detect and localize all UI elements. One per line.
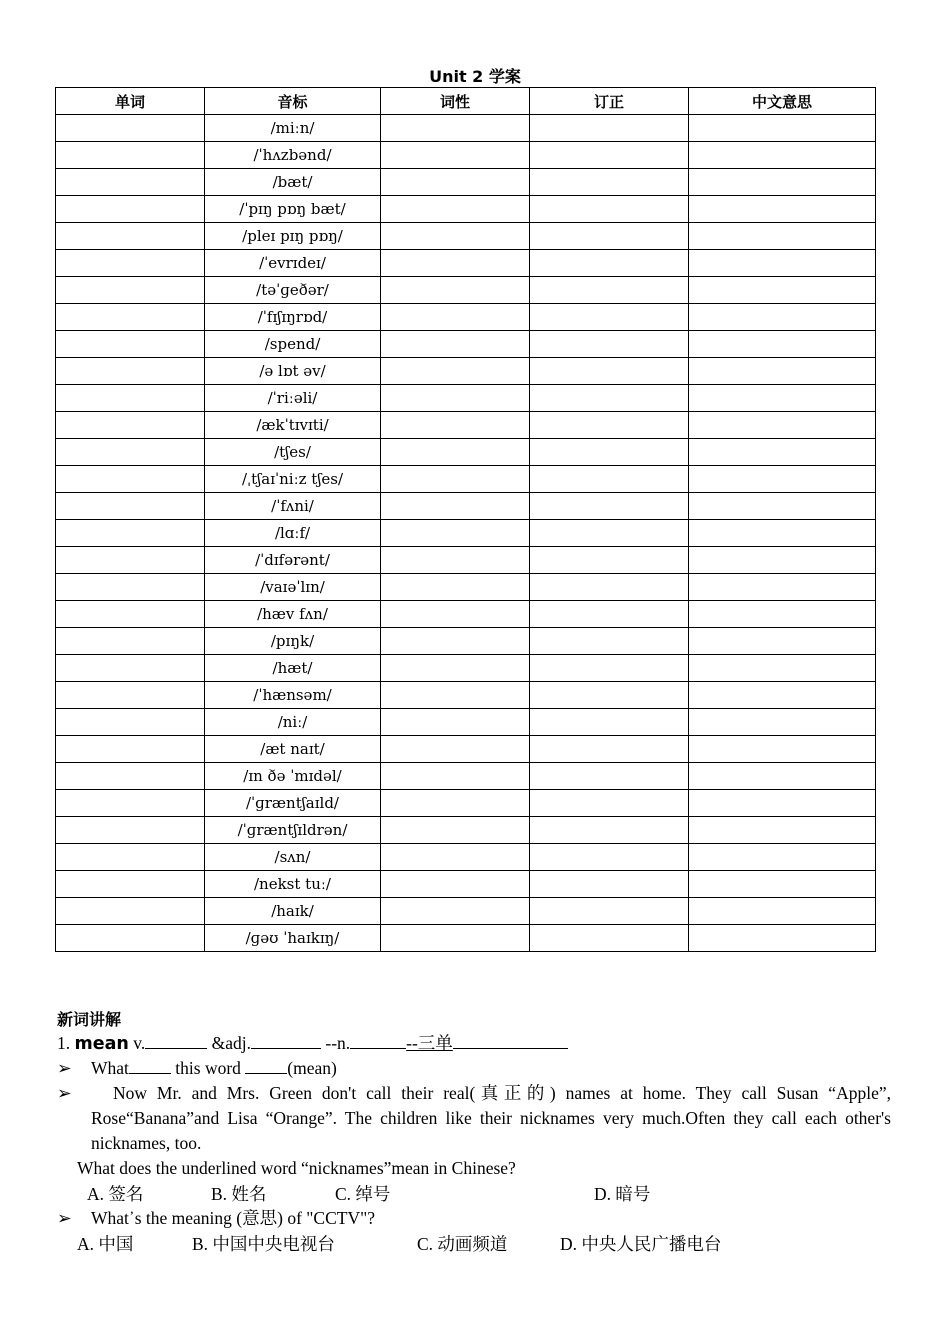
cell-phonetic: /ˈɡræntʃaɪld/ — [205, 790, 381, 817]
cell-word[interactable] — [56, 196, 205, 223]
table-row — [56, 520, 876, 547]
cell-word[interactable] — [56, 304, 205, 331]
table-row — [56, 115, 876, 142]
cell-correction[interactable] — [530, 871, 689, 898]
cell-word[interactable] — [56, 682, 205, 709]
cell-phonetic: /ɪn ðə ˈmɪdəl/ — [205, 763, 381, 790]
cell-word[interactable] — [56, 223, 205, 250]
cell-word[interactable] — [56, 628, 205, 655]
table-row — [56, 142, 876, 169]
table-row — [56, 628, 876, 655]
cell-part-of-speech[interactable] — [381, 790, 530, 817]
table-row — [56, 304, 876, 331]
table-row — [56, 358, 876, 385]
cell-word[interactable] — [56, 331, 205, 358]
cell-phonetic: /ə lɒt əv/ — [205, 358, 381, 385]
cell-phonetic: /ˈhʌzbənd/ — [205, 142, 381, 169]
cell-part-of-speech[interactable] — [381, 466, 530, 493]
option-b-1[interactable]: B. 姓名 — [211, 1184, 267, 1204]
page-title: Unit 2 学案 — [429, 67, 521, 86]
table-row — [56, 871, 876, 898]
cell-chinese-meaning[interactable] — [689, 385, 876, 412]
table-row — [56, 682, 876, 709]
cell-part-of-speech[interactable] — [381, 142, 530, 169]
cell-phonetic: /sʌn/ — [205, 844, 381, 871]
cell-chinese-meaning[interactable] — [689, 466, 876, 493]
cell-phonetic: /ˌtʃaɪˈniːz tʃes/ — [205, 466, 381, 493]
cell-word[interactable] — [56, 844, 205, 871]
cell-phonetic: /ˈriːəli/ — [205, 385, 381, 412]
cell-phonetic: /tʃes/ — [205, 439, 381, 466]
option-a-1[interactable]: A. 签名 — [87, 1184, 144, 1204]
cell-part-of-speech[interactable] — [381, 196, 530, 223]
cell-phonetic: /hæv fʌn/ — [205, 601, 381, 628]
cell-chinese-meaning[interactable] — [689, 331, 876, 358]
cell-word[interactable] — [56, 169, 205, 196]
question-mean-line: What this word (mean) — [91, 1058, 337, 1078]
cell-chinese-meaning[interactable] — [689, 223, 876, 250]
option-c-2[interactable]: C. 动画频道 — [417, 1234, 508, 1254]
cell-correction[interactable] — [530, 115, 689, 142]
cell-word[interactable] — [56, 358, 205, 385]
cell-part-of-speech[interactable] — [381, 628, 530, 655]
table-row — [56, 763, 876, 790]
option-a-2[interactable]: A. 中国 — [77, 1234, 134, 1254]
cell-correction[interactable] — [530, 628, 689, 655]
cell-correction[interactable] — [530, 547, 689, 574]
cell-chinese-meaning[interactable] — [689, 655, 876, 682]
table-row — [56, 601, 876, 628]
cell-part-of-speech[interactable] — [381, 709, 530, 736]
cell-word[interactable] — [56, 898, 205, 925]
cell-correction[interactable] — [530, 331, 689, 358]
header-correction: 订正 — [530, 88, 689, 115]
cell-phonetic: /miːn/ — [205, 115, 381, 142]
table-row — [56, 277, 876, 304]
blank-adj[interactable] — [251, 1031, 321, 1049]
table-row — [56, 250, 876, 277]
table-row — [56, 547, 876, 574]
cell-part-of-speech[interactable] — [381, 574, 530, 601]
cell-phonetic: /pleɪ pɪŋ pɒŋ/ — [205, 223, 381, 250]
option-d-2[interactable]: D. 中央人民广播电台 — [560, 1234, 722, 1254]
cell-chinese-meaning[interactable] — [689, 871, 876, 898]
item-word: mean — [74, 1034, 129, 1054]
cell-word[interactable] — [56, 709, 205, 736]
cell-part-of-speech[interactable] — [381, 898, 530, 925]
table-row — [56, 331, 876, 358]
cell-word[interactable] — [56, 601, 205, 628]
cell-chinese-meaning[interactable] — [689, 925, 876, 952]
cell-chinese-meaning[interactable] — [689, 115, 876, 142]
cell-chinese-meaning[interactable] — [689, 304, 876, 331]
cell-correction[interactable] — [530, 250, 689, 277]
table-row — [56, 655, 876, 682]
cell-chinese-meaning[interactable] — [689, 169, 876, 196]
cell-phonetic: /ˈhænsəm/ — [205, 682, 381, 709]
cell-word[interactable] — [56, 142, 205, 169]
cell-correction[interactable] — [530, 493, 689, 520]
cell-correction[interactable] — [530, 682, 689, 709]
cell-word[interactable] — [56, 574, 205, 601]
cell-chinese-meaning[interactable] — [689, 709, 876, 736]
reading-passage: Now Mr. and Mrs. Green don't call their real(真正的) names at home. They call Susan “Apple”, Rose“Banana”and Lisa “Orange”. The children like their nicknames very much.Often they call each other's nicknames, too. — [91, 1083, 891, 1153]
cell-part-of-speech[interactable] — [381, 412, 530, 439]
cell-chinese-meaning[interactable] — [689, 682, 876, 709]
cell-phonetic: /təˈɡeðər/ — [205, 277, 381, 304]
cell-part-of-speech[interactable] — [381, 385, 530, 412]
cell-part-of-speech[interactable] — [381, 250, 530, 277]
cell-chinese-meaning[interactable] — [689, 439, 876, 466]
cell-correction[interactable] — [530, 655, 689, 682]
cell-part-of-speech[interactable] — [381, 736, 530, 763]
cell-correction[interactable] — [530, 925, 689, 952]
cell-correction[interactable] — [530, 142, 689, 169]
cell-correction[interactable] — [530, 709, 689, 736]
table-row — [56, 574, 876, 601]
cell-word[interactable] — [56, 412, 205, 439]
header-chinese-meaning: 中文意思 — [689, 88, 876, 115]
cell-phonetic: /ˈɡræntʃɪldrən/ — [205, 817, 381, 844]
cell-word[interactable] — [56, 736, 205, 763]
cell-correction[interactable] — [530, 358, 689, 385]
cell-correction[interactable] — [530, 736, 689, 763]
cell-part-of-speech[interactable] — [381, 844, 530, 871]
header-part-of-speech: 词性 — [381, 88, 530, 115]
cell-chinese-meaning[interactable] — [689, 358, 876, 385]
bullet-3: ➢ — [57, 1208, 72, 1228]
cell-part-of-speech[interactable] — [381, 115, 530, 142]
cell-part-of-speech[interactable] — [381, 871, 530, 898]
cell-phonetic: /æt naɪt/ — [205, 736, 381, 763]
cell-phonetic: /vaɪəˈlɪn/ — [205, 574, 381, 601]
cell-part-of-speech[interactable] — [381, 331, 530, 358]
cell-part-of-speech[interactable] — [381, 520, 530, 547]
cell-word[interactable] — [56, 655, 205, 682]
table-row — [56, 439, 876, 466]
cell-word[interactable] — [56, 790, 205, 817]
header-phonetic: 音标 — [205, 88, 381, 115]
cell-chinese-meaning[interactable] — [689, 601, 876, 628]
cell-correction[interactable] — [530, 385, 689, 412]
pos-noun: --n. — [325, 1033, 351, 1053]
cell-part-of-speech[interactable] — [381, 277, 530, 304]
table-row — [56, 385, 876, 412]
cell-correction[interactable] — [530, 520, 689, 547]
table-row — [56, 196, 876, 223]
table-row — [56, 412, 876, 439]
bullet-1: ➢ — [57, 1058, 72, 1078]
cell-part-of-speech[interactable] — [381, 655, 530, 682]
cell-word[interactable] — [56, 115, 205, 142]
cell-correction[interactable] — [530, 169, 689, 196]
cell-chinese-meaning[interactable] — [689, 412, 876, 439]
blank-noun[interactable] — [350, 1031, 406, 1049]
cell-part-of-speech[interactable] — [381, 169, 530, 196]
blank-verb[interactable] — [145, 1031, 207, 1049]
cell-phonetic: /nekst tuː/ — [205, 871, 381, 898]
cell-chinese-meaning[interactable] — [689, 196, 876, 223]
cell-chinese-meaning[interactable] — [689, 817, 876, 844]
cell-phonetic: /ˈdɪfərənt/ — [205, 547, 381, 574]
cell-part-of-speech[interactable] — [381, 763, 530, 790]
cell-part-of-speech[interactable] — [381, 493, 530, 520]
cell-part-of-speech[interactable] — [381, 547, 530, 574]
cell-chinese-meaning[interactable] — [689, 142, 876, 169]
cell-correction[interactable] — [530, 601, 689, 628]
cell-correction[interactable] — [530, 844, 689, 871]
cell-word[interactable] — [56, 277, 205, 304]
cell-correction[interactable] — [530, 898, 689, 925]
blank-what[interactable] — [129, 1056, 171, 1074]
cell-word[interactable] — [56, 250, 205, 277]
cell-part-of-speech[interactable] — [381, 601, 530, 628]
table-row — [56, 898, 876, 925]
cell-word[interactable] — [56, 547, 205, 574]
cell-phonetic: /ˈevrɪdeɪ/ — [205, 250, 381, 277]
cell-word[interactable] — [56, 817, 205, 844]
cell-part-of-speech[interactable] — [381, 304, 530, 331]
table-row — [56, 223, 876, 250]
cell-correction[interactable] — [530, 790, 689, 817]
table-row — [56, 709, 876, 736]
cell-phonetic: /lɑːf/ — [205, 520, 381, 547]
cell-word[interactable] — [56, 763, 205, 790]
cell-phonetic: /ˈfɪʃɪŋrɒd/ — [205, 304, 381, 331]
cell-chinese-meaning[interactable] — [689, 763, 876, 790]
cell-correction[interactable] — [530, 763, 689, 790]
option-d-1[interactable]: D. 暗号 — [594, 1184, 651, 1204]
cell-phonetic: /ɡəʊ ˈhaɪkɪŋ/ — [205, 925, 381, 952]
cell-correction[interactable] — [530, 196, 689, 223]
cell-correction[interactable] — [530, 439, 689, 466]
cell-phonetic: /bæt/ — [205, 169, 381, 196]
cell-word[interactable] — [56, 493, 205, 520]
cell-phonetic: /hæt/ — [205, 655, 381, 682]
cell-part-of-speech[interactable] — [381, 223, 530, 250]
cell-phonetic: /spend/ — [205, 331, 381, 358]
cell-chinese-meaning[interactable] — [689, 493, 876, 520]
option-b-2[interactable]: B. 中国中央电视台 — [192, 1234, 335, 1254]
section-heading: 新词讲解 — [57, 1010, 122, 1029]
cell-correction[interactable] — [530, 466, 689, 493]
option-c-1[interactable]: C. 绰号 — [335, 1184, 391, 1204]
cell-part-of-speech[interactable] — [381, 439, 530, 466]
vocabulary-table — [55, 87, 876, 952]
cell-phonetic: /haɪk/ — [205, 898, 381, 925]
cell-part-of-speech[interactable] — [381, 358, 530, 385]
cell-chinese-meaning[interactable] — [689, 790, 876, 817]
cell-word[interactable] — [56, 520, 205, 547]
pos-verb: v. — [133, 1033, 146, 1053]
cell-part-of-speech[interactable] — [381, 925, 530, 952]
cell-correction[interactable] — [530, 574, 689, 601]
cell-correction[interactable] — [530, 277, 689, 304]
cell-chinese-meaning[interactable] — [689, 520, 876, 547]
table-row — [56, 169, 876, 196]
cell-phonetic: /ækˈtɪvɪti/ — [205, 412, 381, 439]
cell-correction[interactable] — [530, 412, 689, 439]
cell-chinese-meaning[interactable] — [689, 898, 876, 925]
cell-word[interactable] — [56, 439, 205, 466]
table-row — [56, 493, 876, 520]
question-nicknames: What does the underlined word “nicknames”mean in Chinese? — [77, 1158, 516, 1178]
cell-part-of-speech[interactable] — [381, 682, 530, 709]
pos-third-person: --三单 — [406, 1033, 453, 1053]
cell-chinese-meaning[interactable] — [689, 736, 876, 763]
cell-chinese-meaning[interactable] — [689, 844, 876, 871]
cell-word[interactable] — [56, 466, 205, 493]
cell-chinese-meaning[interactable] — [689, 277, 876, 304]
bullet-2: ➢ — [57, 1083, 72, 1103]
blank-mean[interactable] — [245, 1056, 287, 1074]
cell-chinese-meaning[interactable] — [689, 574, 876, 601]
cell-word[interactable] — [56, 871, 205, 898]
table-row — [56, 790, 876, 817]
cell-chinese-meaning[interactable] — [689, 547, 876, 574]
table-row — [56, 925, 876, 952]
pos-adj: &adj. — [211, 1033, 251, 1053]
table-row — [56, 817, 876, 844]
question-cctv: What᾽s the meaning (意思) of "CCTV"? — [91, 1208, 376, 1228]
table-row — [56, 736, 876, 763]
item-1-line — [57, 1031, 568, 1057]
cell-correction[interactable] — [530, 817, 689, 844]
blank-third-person[interactable] — [453, 1031, 568, 1049]
cell-phonetic: /pɪŋk/ — [205, 628, 381, 655]
cell-chinese-meaning[interactable] — [689, 250, 876, 277]
table-header-row — [56, 88, 876, 115]
cell-phonetic: /niː/ — [205, 709, 381, 736]
cell-phonetic: /ˈfʌni/ — [205, 493, 381, 520]
cell-phonetic: /ˈpɪŋ pɒŋ bæt/ — [205, 196, 381, 223]
cell-part-of-speech[interactable] — [381, 817, 530, 844]
table-row — [56, 844, 876, 871]
cell-word[interactable] — [56, 385, 205, 412]
cell-word[interactable] — [56, 925, 205, 952]
cell-correction[interactable] — [530, 304, 689, 331]
cell-correction[interactable] — [530, 223, 689, 250]
cell-chinese-meaning[interactable] — [689, 628, 876, 655]
header-word: 单词 — [56, 88, 205, 115]
table-row — [56, 466, 876, 493]
item-number: 1. — [57, 1033, 71, 1053]
